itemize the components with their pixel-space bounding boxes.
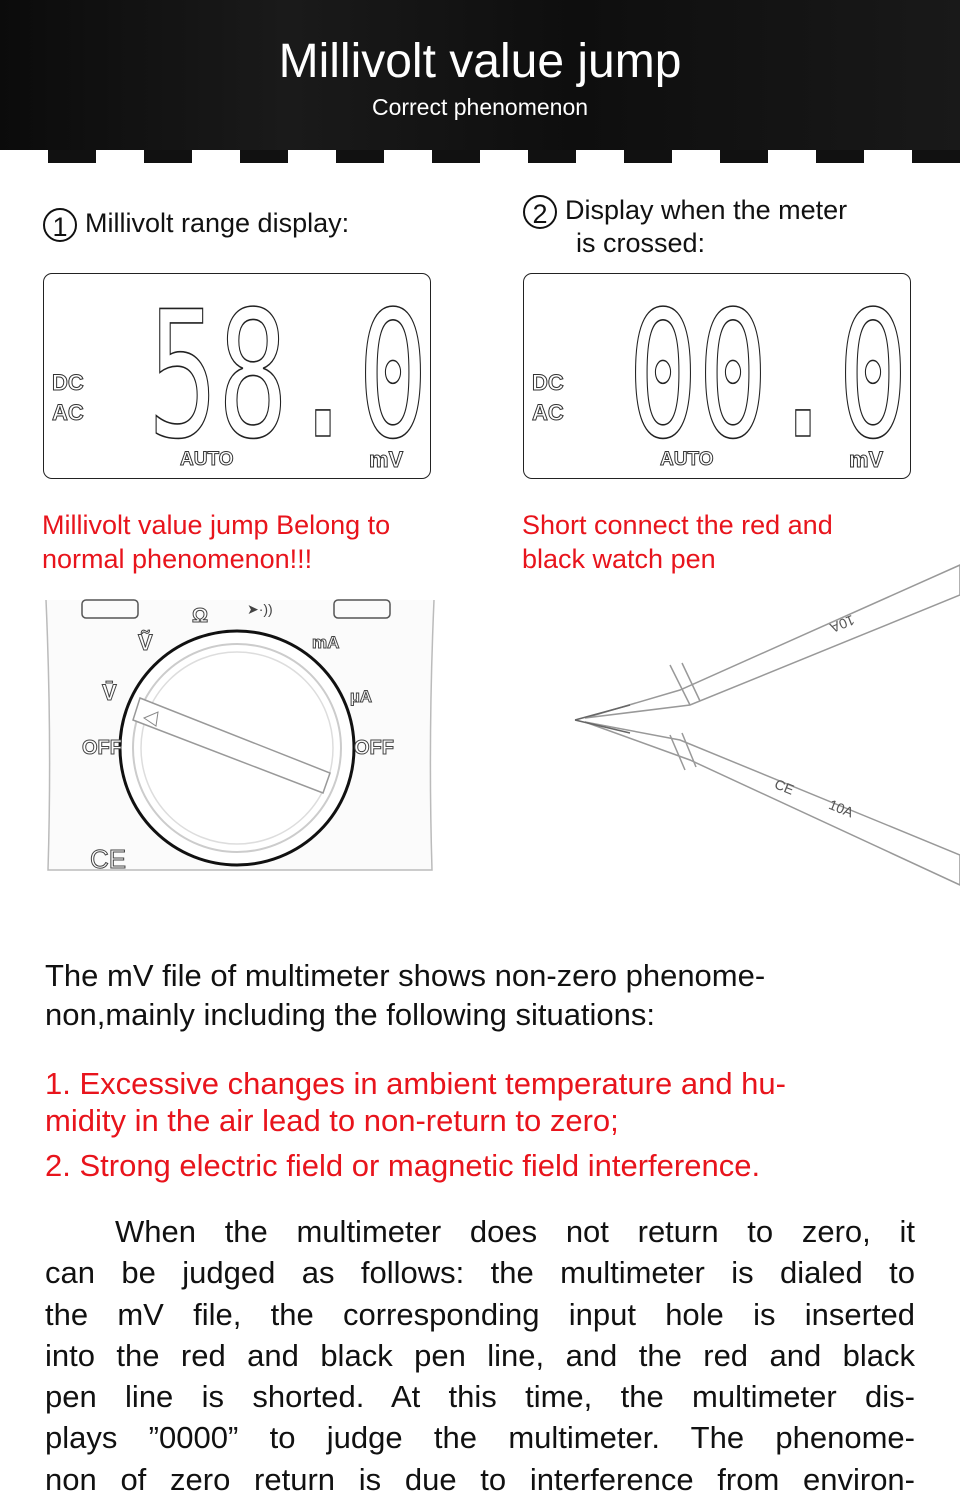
panel2-label-text: is crossed: — [576, 228, 706, 258]
panel1-note — [42, 508, 390, 576]
text-line: pen line is shorted. At this time, the multimeter dis- — [45, 1379, 915, 1415]
note-line: Millivolt value jump Belong to — [42, 510, 391, 540]
lead-ce-mark: CE — [772, 775, 797, 798]
notch — [144, 150, 192, 163]
notch — [624, 150, 672, 163]
dial-off-right-label: OFF — [354, 737, 394, 759]
test-lead-top — [585, 565, 960, 718]
dial-off-left-label: OFF — [82, 737, 122, 759]
text-line: can be judged as follows: the multimeter is dialed to — [45, 1255, 915, 1291]
panel1-label — [43, 208, 349, 242]
test-leads-illustration — [570, 555, 960, 890]
text-line: into the red and black pen line, and the red and black — [45, 1337, 915, 1373]
lcd-auto-label: AUTO — [180, 449, 234, 470]
dial-vac-label: Ṽ — [138, 630, 153, 655]
lcd-dc-label: DC — [52, 370, 84, 395]
lcd-reading: 00.0 — [628, 275, 908, 478]
lcd-auto-label: AUTO — [660, 449, 714, 470]
text-line: non of zero return is due to interference from environ- — [45, 1461, 915, 1497]
text-line: the mV file, the corresponding input hole is inserted — [45, 1296, 915, 1332]
dial-ma-label: mA — [312, 633, 340, 652]
notch — [240, 150, 288, 163]
list-item: 2. Strong electric field or magnetic field interference. — [45, 1148, 761, 1183]
panel2-label — [523, 195, 847, 257]
judgement-paragraph — [45, 1211, 915, 1500]
lcd-display-millivolt — [43, 273, 431, 479]
dial-ua-label: µA — [350, 687, 373, 706]
notch — [912, 150, 960, 163]
note-line: black watch pen — [522, 544, 716, 574]
intro-paragraph — [45, 956, 915, 1034]
lcd-dc-label: DC — [532, 370, 564, 395]
lcd-ac-label: AC — [532, 400, 564, 425]
panel1-label-text: Millivolt range display: — [85, 208, 350, 239]
diode-buzzer-icon: ➤·)) — [247, 601, 273, 617]
test-lead-bottom — [585, 722, 960, 885]
panel2-label-text: Display when the meter — [565, 195, 848, 226]
notch — [432, 150, 480, 163]
multimeter-dial-illustration — [40, 598, 440, 873]
notch — [336, 150, 384, 163]
list-item: 1. Excessive changes in ambient temperature and hu- — [45, 1066, 786, 1101]
lcd-unit-label: mV — [369, 447, 404, 472]
text-line: non,mainly including the following situations: — [45, 997, 656, 1032]
notch — [528, 150, 576, 163]
lcd-ac-label: AC — [52, 400, 84, 425]
lead-rating-label: 10A — [827, 611, 857, 637]
number-badge: 2 — [523, 195, 557, 229]
lcd-display-shorted — [523, 273, 911, 479]
text-line: When the multimeter does not return to zero, it — [115, 1214, 915, 1249]
text-line: The mV file of multimeter shows non-zero phenome- — [45, 958, 766, 993]
list-item: midity in the air lead to non-return to zero; — [45, 1103, 619, 1138]
lcd-unit-label: mV — [849, 447, 884, 472]
lcd-reading: 58.0 — [148, 275, 428, 478]
note-line: Short connect the red and — [522, 510, 833, 540]
number-badge: 1 — [43, 208, 77, 242]
note-line: normal phenomenon!!! — [42, 544, 313, 574]
header-notch-border — [0, 150, 960, 163]
dial-vdc-label: V̄ — [102, 680, 117, 705]
lead-rating-label: 10A — [826, 796, 856, 821]
notch — [48, 150, 96, 163]
page-subtitle: Correct phenomenon — [371, 94, 589, 120]
page-title: Millivolt value jump — [278, 35, 682, 88]
notch — [816, 150, 864, 163]
notch — [720, 150, 768, 163]
ce-mark: CE — [90, 844, 127, 873]
text-line: plays ”0000” to judge the multimeter. The phenome- — [45, 1420, 915, 1456]
dial-ohm-label: Ω — [192, 605, 209, 627]
situations-list — [45, 1065, 915, 1184]
probe-tip — [575, 720, 630, 733]
